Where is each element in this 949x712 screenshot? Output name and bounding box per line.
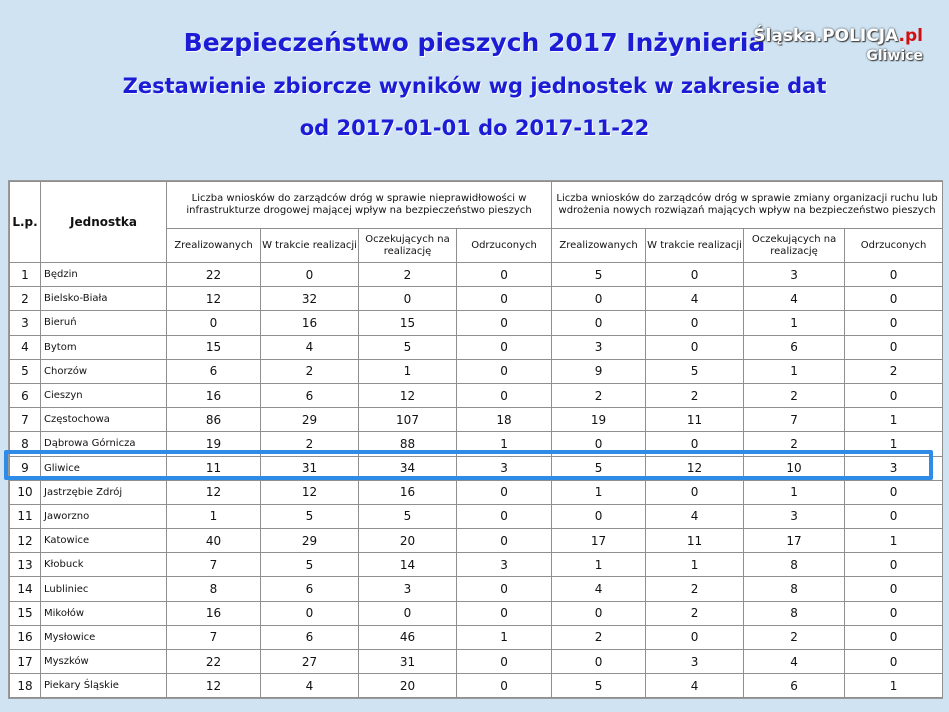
row-value: 34: [359, 456, 457, 480]
row-value: 0: [845, 287, 943, 311]
row-value: 0: [261, 263, 359, 287]
row-unit-name: Gliwice: [41, 456, 167, 480]
row-value: 9: [552, 359, 646, 383]
row-value: 0: [845, 263, 943, 287]
table-row: [10, 432, 943, 456]
table-row: [10, 335, 943, 359]
row-unit-name: Myszków: [41, 650, 167, 674]
row-value: 5: [552, 456, 646, 480]
row-value: 10: [744, 456, 845, 480]
header-lp: L.p.: [10, 182, 41, 263]
row-value: 5: [552, 263, 646, 287]
row-value: 11: [646, 529, 744, 553]
police-logo: [753, 26, 923, 64]
row-value: 16: [167, 601, 261, 625]
row-unit-name: Kłobuck: [41, 553, 167, 577]
row-value: 0: [457, 263, 552, 287]
row-value: 18: [457, 408, 552, 432]
row-value: 16: [167, 383, 261, 407]
header-group-infrastructure: Liczba wniosków do zarządców dróg w sprawie nieprawidłowości w infrastrukturze drogowej mającej wpływ na bezpieczeństwo pieszych: [167, 182, 552, 229]
row-value: 11: [167, 456, 261, 480]
row-value: 8: [744, 553, 845, 577]
row-value: 16: [261, 311, 359, 335]
row-value: 2: [845, 359, 943, 383]
row-value: 12: [167, 287, 261, 311]
row-unit-name: Jaworzno: [41, 504, 167, 528]
row-value: 5: [261, 504, 359, 528]
row-value: 4: [646, 674, 744, 698]
table-row: [10, 480, 943, 504]
row-lp: 15: [10, 601, 41, 625]
results-table: [9, 181, 943, 698]
row-value: 4: [744, 650, 845, 674]
row-lp: 2: [10, 287, 41, 311]
logo-text: Śląska.POLICJA: [753, 26, 899, 46]
page-subtitle: Zestawienie zbiorcze wyników wg jednostek w zakresie dat: [122, 74, 827, 98]
row-value: 0: [845, 601, 943, 625]
row-unit-name: Bielsko-Biała: [41, 287, 167, 311]
row-value: 8: [167, 577, 261, 601]
row-value: 15: [167, 335, 261, 359]
row-value: 40: [167, 529, 261, 553]
row-value: 12: [646, 456, 744, 480]
row-value: 3: [457, 553, 552, 577]
row-lp: 14: [10, 577, 41, 601]
row-lp: 8: [10, 432, 41, 456]
row-value: 32: [261, 287, 359, 311]
row-lp: 16: [10, 625, 41, 649]
row-value: 20: [359, 674, 457, 698]
row-value: 1: [744, 480, 845, 504]
row-value: 0: [845, 504, 943, 528]
row-value: 0: [845, 311, 943, 335]
row-value: 2: [261, 359, 359, 383]
row-value: 3: [744, 263, 845, 287]
row-value: 22: [167, 263, 261, 287]
row-value: 7: [167, 625, 261, 649]
row-value: 2: [646, 383, 744, 407]
date-range: od 2017-01-01 do 2017-11-22: [299, 116, 650, 140]
row-lp: 17: [10, 650, 41, 674]
row-value: 0: [646, 335, 744, 359]
row-value: 19: [167, 432, 261, 456]
row-value: 3: [552, 335, 646, 359]
row-unit-name: Częstochowa: [41, 408, 167, 432]
row-value: 0: [646, 480, 744, 504]
row-value: 5: [552, 674, 646, 698]
row-value: 3: [744, 504, 845, 528]
row-value: 0: [646, 625, 744, 649]
header-pending: Oczekujących na realizację: [744, 229, 845, 263]
table-row: [10, 383, 943, 407]
row-value: 6: [167, 359, 261, 383]
row-value: 8: [744, 577, 845, 601]
row-value: 0: [845, 625, 943, 649]
row-value: 1: [845, 529, 943, 553]
row-value: 6: [744, 335, 845, 359]
row-unit-name: Lubliniec: [41, 577, 167, 601]
row-value: 0: [552, 601, 646, 625]
row-value: 0: [646, 311, 744, 335]
row-value: 5: [359, 504, 457, 528]
row-value: 0: [646, 263, 744, 287]
table-row: [10, 650, 943, 674]
results-table-container: [8, 180, 943, 699]
row-lp: 6: [10, 383, 41, 407]
header-completed: Zrealizowanych: [552, 229, 646, 263]
table-row: [10, 311, 943, 335]
table-row: [10, 577, 943, 601]
row-unit-name: Będzin: [41, 263, 167, 287]
row-value: 2: [646, 577, 744, 601]
row-lp: 7: [10, 408, 41, 432]
row-value: 6: [261, 383, 359, 407]
row-value: 0: [646, 432, 744, 456]
row-value: 1: [845, 674, 943, 698]
row-unit-name: Bytom: [41, 335, 167, 359]
row-value: 0: [457, 601, 552, 625]
row-value: 107: [359, 408, 457, 432]
row-value: 0: [359, 601, 457, 625]
slide-header: [0, 0, 949, 170]
row-value: 4: [646, 504, 744, 528]
row-value: 2: [261, 432, 359, 456]
row-value: 0: [845, 335, 943, 359]
row-value: 4: [261, 335, 359, 359]
row-value: 31: [359, 650, 457, 674]
row-unit-name: Dąbrowa Górnicza: [41, 432, 167, 456]
row-value: 12: [167, 480, 261, 504]
row-value: 7: [744, 408, 845, 432]
row-value: 12: [359, 383, 457, 407]
table-row: [10, 359, 943, 383]
row-value: 0: [552, 287, 646, 311]
row-unit-name: Mysłowice: [41, 625, 167, 649]
row-value: 0: [457, 529, 552, 553]
row-value: 0: [845, 553, 943, 577]
row-value: 1: [457, 432, 552, 456]
row-value: 2: [744, 383, 845, 407]
row-value: 4: [552, 577, 646, 601]
row-value: 1: [552, 553, 646, 577]
row-value: 17: [552, 529, 646, 553]
row-value: 3: [646, 650, 744, 674]
header-rejected: Odrzuconych: [845, 229, 943, 263]
row-unit-name: Mikołów: [41, 601, 167, 625]
row-unit-name: Jastrzębie Zdrój: [41, 480, 167, 504]
row-value: 6: [261, 577, 359, 601]
row-lp: 18: [10, 674, 41, 698]
row-value: 2: [552, 625, 646, 649]
row-value: 5: [359, 335, 457, 359]
row-value: 0: [457, 650, 552, 674]
row-value: 2: [744, 432, 845, 456]
row-value: 46: [359, 625, 457, 649]
row-value: 3: [457, 456, 552, 480]
row-value: 4: [646, 287, 744, 311]
header-group-organization: Liczba wniosków do zarządców dróg w sprawie zmiany organizacji ruchu lub wdrożenia nowych rozwiązań mających wpływ na bezpieczeństwo pieszych: [552, 182, 943, 229]
row-value: 0: [552, 311, 646, 335]
row-value: 88: [359, 432, 457, 456]
row-value: 4: [744, 287, 845, 311]
row-value: 4: [261, 674, 359, 698]
row-value: 0: [457, 504, 552, 528]
row-value: 6: [261, 625, 359, 649]
row-value: 0: [845, 577, 943, 601]
row-unit-name: Cieszyn: [41, 383, 167, 407]
row-value: 16: [359, 480, 457, 504]
row-unit-name: Chorzów: [41, 359, 167, 383]
row-value: 0: [457, 383, 552, 407]
row-value: 12: [167, 674, 261, 698]
row-value: 0: [457, 335, 552, 359]
row-value: 29: [261, 529, 359, 553]
table-row: [10, 408, 943, 432]
row-value: 14: [359, 553, 457, 577]
row-value: 8: [744, 601, 845, 625]
row-value: 3: [359, 577, 457, 601]
row-lp: 13: [10, 553, 41, 577]
row-value: 0: [552, 504, 646, 528]
logo-suffix: .pl: [898, 26, 923, 46]
row-value: 2: [552, 383, 646, 407]
row-value: 2: [359, 263, 457, 287]
row-value: 0: [359, 287, 457, 311]
row-lp: 9: [10, 456, 41, 480]
row-value: 0: [457, 480, 552, 504]
page-title: Bezpieczeństwo pieszych 2017 Inżynieria: [183, 28, 766, 57]
row-value: 27: [261, 650, 359, 674]
row-value: 0: [167, 311, 261, 335]
row-value: 5: [261, 553, 359, 577]
row-value: 20: [359, 529, 457, 553]
row-value: 0: [552, 432, 646, 456]
row-value: 0: [845, 480, 943, 504]
row-value: 19: [552, 408, 646, 432]
row-value: 5: [646, 359, 744, 383]
row-value: 0: [845, 383, 943, 407]
row-lp: 3: [10, 311, 41, 335]
header-unit: Jednostka: [41, 182, 167, 263]
row-value: 6: [744, 674, 845, 698]
row-unit-name: Piekary Śląskie: [41, 674, 167, 698]
row-value: 1: [167, 504, 261, 528]
row-value: 0: [457, 287, 552, 311]
row-unit-name: Katowice: [41, 529, 167, 553]
row-value: 0: [552, 650, 646, 674]
row-value: 1: [845, 432, 943, 456]
header-completed: Zrealizowanych: [167, 229, 261, 263]
row-value: 0: [457, 311, 552, 335]
row-value: 1: [457, 625, 552, 649]
row-value: 11: [646, 408, 744, 432]
row-value: 15: [359, 311, 457, 335]
header-in-progress: W trakcie realizacji: [261, 229, 359, 263]
row-value: 1: [845, 408, 943, 432]
header-rejected: Odrzuconych: [457, 229, 552, 263]
row-value: 3: [845, 456, 943, 480]
row-value: 29: [261, 408, 359, 432]
row-value: 0: [845, 650, 943, 674]
row-value: 22: [167, 650, 261, 674]
row-value: 12: [261, 480, 359, 504]
row-value: 0: [457, 359, 552, 383]
row-lp: 12: [10, 529, 41, 553]
row-value: 1: [552, 480, 646, 504]
table-row: [10, 263, 943, 287]
table-row: [10, 553, 943, 577]
row-unit-name: Bieruń: [41, 311, 167, 335]
row-value: 1: [646, 553, 744, 577]
logo-city: Gliwice: [866, 48, 923, 64]
row-value: 0: [457, 577, 552, 601]
table-row: [10, 287, 943, 311]
table-row: [10, 456, 943, 480]
row-lp: 5: [10, 359, 41, 383]
table-body: [10, 263, 943, 698]
table-row: [10, 529, 943, 553]
row-lp: 11: [10, 504, 41, 528]
row-lp: 4: [10, 335, 41, 359]
row-value: 2: [744, 625, 845, 649]
row-value: 1: [744, 359, 845, 383]
row-value: 31: [261, 456, 359, 480]
table-row: [10, 625, 943, 649]
row-value: 1: [744, 311, 845, 335]
row-value: 1: [359, 359, 457, 383]
row-value: 2: [646, 601, 744, 625]
row-lp: 10: [10, 480, 41, 504]
table-row: [10, 504, 943, 528]
row-value: 17: [744, 529, 845, 553]
header-in-progress: W trakcie realizacji: [646, 229, 744, 263]
row-value: 7: [167, 553, 261, 577]
row-value: 0: [457, 674, 552, 698]
row-value: 0: [261, 601, 359, 625]
table-row: [10, 674, 943, 698]
header-pending: Oczekujących na realizację: [359, 229, 457, 263]
row-value: 86: [167, 408, 261, 432]
table-row: [10, 601, 943, 625]
row-lp: 1: [10, 263, 41, 287]
